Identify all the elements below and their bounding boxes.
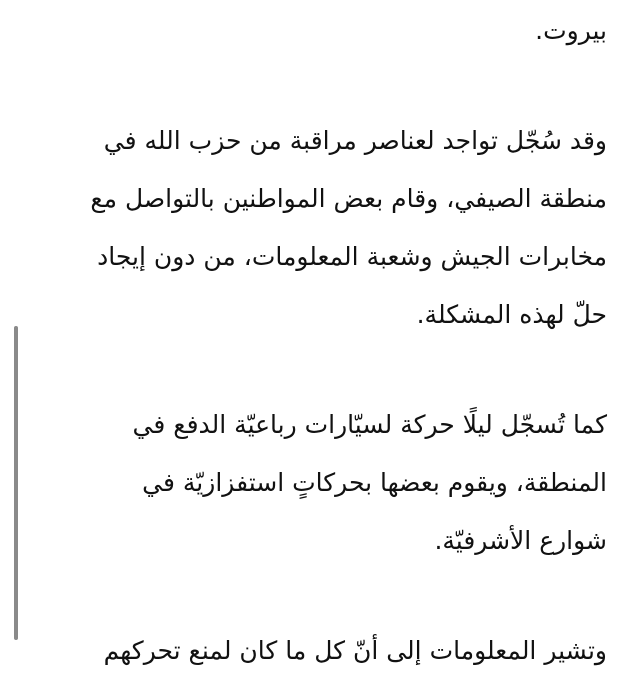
text-line: المنطقة، ويقوم بعضها بحركاتٍ استفزازيّة في xyxy=(142,468,607,497)
text-line: وقد سُجّل تواجد لعناصر مراقبة من حزب الله في xyxy=(103,126,607,155)
text-line: وتشير المعلومات إلى أنّ كل ما كان لمنع تحركهم xyxy=(103,636,607,665)
text-line: مخابرات الجيش وشعبة المعلومات، من دون إيجاد xyxy=(97,242,607,271)
article-line-top xyxy=(40,2,607,60)
text-line: كما تُسجّل ليلًا حركة لسيّارات رباعيّة الدفع في xyxy=(132,410,607,439)
article-body xyxy=(40,0,607,680)
text-line: بيروت. xyxy=(535,16,607,45)
paragraph-partial xyxy=(40,622,607,680)
text-line: حلّ لهذه المشكلة. xyxy=(416,300,607,329)
paragraph-surveillance xyxy=(40,112,607,344)
paragraph-vehicles xyxy=(40,396,607,570)
text-line: منطقة الصيفي، وقام بعض المواطنين بالتواصل مع xyxy=(90,184,607,213)
text-line: شوارع الأشرفيّة. xyxy=(434,526,607,555)
scrollbar-thumb[interactable] xyxy=(14,326,18,640)
